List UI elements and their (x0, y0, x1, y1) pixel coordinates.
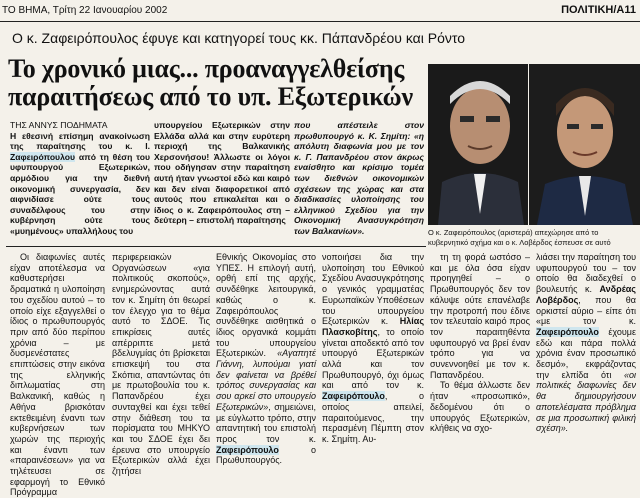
divider (6, 246, 426, 247)
byline: ΤΗΣ ΑΝΝΥΣ ΠΟΔΗΜΑΤΑ (10, 120, 108, 130)
bold-name: Ηλίας Πλασκοβίτης (322, 316, 424, 337)
intro-text-2: υπουργείου Εξωτερικών στην Ελλάδα αλλά και στην ευρύτερη περιοχή της Βαλκανικής Χερσονήσου! Άλλωστε οι λόγοι που οδήγησαν στην παραίτηση αυτή ήταν γνωστοί εδώ και καιρό και δεν είναι διαφορετικοί από αυτούς που επικαλείται και ο ίδιος ο κ. Ζαφειρόπουλος στη – δεύτερη – επιστολή παραίτησης (154, 120, 290, 226)
body-text-4a: νοποιήσει δια την υλοποίηση του Εθνικού Σχεδίου Ανασυγκρότησης ο γενικός γραμματέας Ευρωπαϊκών Υποθέσεων του υπουργείου Εξωτερικών κ. (322, 252, 424, 327)
body-text-4c: , ο οποίος απειλεί, παραιτούμενος, την περασμένη Πέμπτη στον κ. Σημίτη. Αυ- (322, 391, 424, 444)
body-column-2 (112, 252, 210, 477)
intro-column-1 (10, 120, 150, 240)
kicker: Ο κ. Ζαφειρόπουλος έφυγε και κατηγορεί τους κκ. Πάπανδρέου και Ρόντο (12, 30, 466, 46)
body-column-5 (430, 252, 530, 434)
highlighted-name: Ζαφειρόπουλου (10, 151, 75, 162)
photo-zafeiropoulos (428, 64, 528, 225)
body-text-3c: ο Πρωθυπουργός. (216, 444, 316, 466)
body-text-2: περιφερειακών Οργανώσεων «για πολιτικούς σκοπούς», ενημερώνοντας αυτά τον κ. Σημίτη ότι θεωρεί τον έλεγχο για το θέμα αυτό το ΣΔΟΕ. Τις επικρίσεις αυτές απέρριπτε μετά βδελυγμίας ότι βρίσκεται επισκεψή του στα Σκόπια, απαντώντας ότι με πρωτοβουλία του κ. Παπανδρέου έχει συνταχθεί και έχει τεθεί στην διάθεση του τα πορίσματα του ΜΗΚΥΟ και του ΣΔΟΕ έχει δει έρευνα στο υπουργείο Εξωτερικών αλλά έχει ζητήσει (112, 252, 210, 477)
body-text-6a: λιάσει την παραίτηση του υφυπουργού του – τον οποίο θα διαδεχθεί ο βουλευτής κ. (536, 252, 636, 295)
paper-date: ΤΟ ΒΗΜΑ, Τρίτη 22 Ιανουαρίου 2002 (2, 5, 168, 16)
section-page: ΠΟΛΙΤΙΚΗ/Α11 (561, 4, 636, 16)
body-text-6b: , που θα ορκιστεί αύριο – είπε ότι «με τον κ. (536, 294, 636, 327)
body-quote-3: «Αγαπητέ Γιάννη, λυπούμαι γιατί δεν φαίνεται να βρέθεί τρόπος συνεργασίας και σου αρκεί στο υπουργείο Εξωτερικών» (216, 348, 316, 412)
intro-quote: «η απόλυτη διαφωνία μου με τον κ. Γ. Παπανδρέου στον άκρως εναίσθητο και κρίσιμο τομέα των διεθνών οικονομικών σχέσεων της χώρας και στα διαδικασίες υλοποίησης του ελληνικού Σχεδίου για την Οικονομική Ανασυγκρότηση των Βαλκανίων». (294, 130, 424, 236)
intro-text-1a: Η εθεσινή επίσημη ανακοίνωση της παραίτησης του κ. Ι. (10, 130, 150, 152)
body-text-3b: , σημειώνει, με εύγλωττο τρόπο, στην απαντητική του επιστολή προς τον κ. (216, 401, 316, 444)
body-text-3a: Εθνικής Οικονομίας στο ΥΠΕΣ. Η επιλογή αυτή, ορθή επί της αρχής, συνδέθηκε λειτουργικά, καθώς ο κ. Ζαφειρόπουλος συνδέθηκε αισθητικά ο ίδιος οργανικά κομμάτι του υπουργείου Εξωτερικών. (216, 252, 316, 359)
photo-caption: Ο κ. Ζαφειρόπουλος (αριστερά) απεχώρησε από το κυβερνητικό σχήμα και ο κ. Λοβέρδος έσπευσε σε αυτό (428, 228, 611, 247)
intro-text-1b: από τη θέση του υφυπουργού Εξωτερικών, αρμόδιου για την διεθνή οικονομική συνεργασία, δεν αιφνιδίασε ούτε τους συναδέλφους του στην κυβέρνηση ούτε τους «μυημένους» υπαλλήλους του (10, 151, 150, 236)
highlighted-name: Ζαφειρόπουλο (216, 444, 279, 455)
bold-name: Ανδρέας Λοβέρδος (536, 284, 636, 305)
headline: Το χρονικό μιας... προαναγγελθείσης παραιτήσεως από το υπ. Εξωτερικών (8, 54, 413, 111)
body-text-5a: τη τη φορά ωστόσο – και με όλα όσα είχαν προηγηθεί – ο Πρωθυπουργός δεν τον κάλυψε ούτε επανέλαβε την προτροπή που έδινε τον τελευταίο καιρό προς τον παραιτηθέντα υφυπουργό να βρεί έναν τρόπο για να συνεννοηθεί με τον κ. Παπανδρέου. (430, 252, 530, 380)
body-text-4b: , το οποίο γίνεται αποδεκτό από τον υπουργό Εξωτερικών αλλά και τον Πρωθυπουργό, όχι όμως και από τον κ. (322, 326, 424, 391)
masthead (0, 0, 640, 22)
body-text-6c: έχουμε εδώ και πάρα πολλά χρόνια έναν προσωπικό δεσμό», εκφράζοντας την ελπίδα ότι (536, 326, 636, 380)
intro-column-2 (154, 120, 290, 240)
body-column-4 (322, 252, 424, 444)
body-column-3 (216, 252, 316, 466)
body-text-1: Οι διαφωνίες αυτές είχαν αποτέλεσμα να καθυστερήσει δραματικά η υλοποίηση του σχεδίου αυτού – το οποίο είχε εξαγγελθεί ο ίδιος ο πρωθυπουργός πριν από δύο περίπου χρόνια – με δυσμενέστατες επιπτώσεις στην εικόνα της ελληνικής διπλωματίας στη Βαλκανική, καθώς η Αθήνα βρισκόταν εκτεθειμένη έναντι των κυβερνήσεων των χωρών της περιοχής και έναντι των «παραινέσεων» για να τηλέτευσει σε εφαρμογή το Εθνικό Πρόγραμμα (10, 252, 105, 498)
body-quote-6: «οι πολιτικές διαφωνίες δεν θα δημιουργήσουν αποτελέσματα πρόβλημα σε μια προσωπική φιλική σχέση». (536, 369, 636, 434)
intro-text-3a: που απέστειλε στον πρωθυπουργό κ. Κ. Σημίτη: (294, 120, 424, 141)
highlighted-name: Ζαφειρόπουλο (322, 391, 385, 402)
body-column-6 (536, 252, 636, 434)
intro-column-3 (294, 120, 424, 240)
body-text-5b: Το θέμα άλλωστε δεν ήταν «προσωπικό», δεδομένου ότι ο υπουργός Εξωτερικών, κλήθεις να σχο- (430, 380, 530, 434)
body-column-1 (10, 252, 105, 498)
photo-loverdos (529, 64, 640, 225)
highlighted-name: Ζαφειρόπουλο (536, 326, 599, 337)
